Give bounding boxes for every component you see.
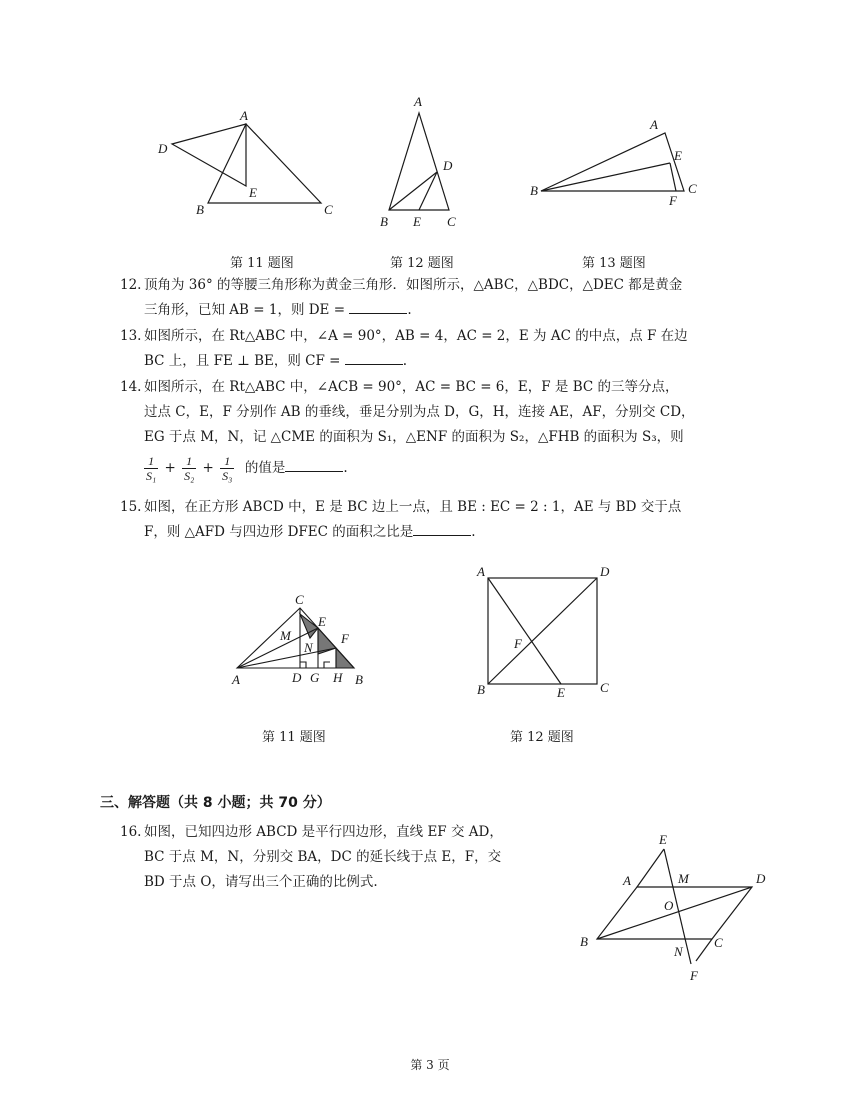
question-text: EG 于点 M，N，记 △CME 的面积为 S₁，△ENF 的面积为 S₂，△FHB 的面积为 S₃，则	[144, 429, 684, 445]
answer-blank[interactable]	[413, 521, 471, 536]
figA-label-H: H	[333, 670, 343, 685]
fig13-label-C: C	[688, 181, 697, 196]
fraction-1-over-s1: $\frac{1}{\text{S₁}}$	[146, 454, 157, 483]
fig16-label-B: B	[580, 934, 588, 949]
period: .	[402, 353, 408, 369]
question-number: 14.	[120, 379, 142, 395]
plus-sign: +	[202, 460, 214, 476]
fig16-label-A: A	[623, 873, 631, 888]
figA-label-G: G	[310, 670, 320, 685]
question-text: 如图所示，在 Rt△ABC 中，∠ACB = 90°，AC = BC = 6，E，F 是 BC 的三等分点，	[144, 379, 679, 395]
figure-11-top	[150, 100, 340, 225]
fraction-1-over-s2: $\frac{1}{\text{S₂}}$	[184, 454, 195, 483]
period: .	[343, 460, 348, 476]
question-text: F，则 △AFD 与四边形 DFEC 的面积之比是	[144, 524, 414, 540]
answer-blank[interactable]	[345, 350, 403, 365]
fraction-1-over-s3: $\frac{1}{\text{S₃}}$	[222, 454, 233, 483]
question-text: 过点 C，E，F 分别作 AB 的垂线，垂足分别为点 D，G，H，连接 AE，AF，分别交 CD，	[144, 404, 695, 420]
question-14	[120, 375, 760, 486]
figB-label-F: F	[514, 636, 522, 651]
figure-13-top	[525, 110, 705, 210]
fig16-label-O: O	[664, 898, 674, 913]
question-number: 15.	[120, 499, 142, 515]
figB-label-D: D	[600, 564, 610, 579]
fig12-label-D: D	[443, 158, 453, 173]
question-text: 如图，已知四边形 ABCD 是平行四边形，直线 EF 交 AD，	[144, 824, 503, 840]
fig13-label-B: B	[530, 183, 538, 198]
caption-fig12-top: 第 12 题图	[390, 256, 454, 271]
answer-blank[interactable]	[349, 299, 407, 314]
fig16-label-D: D	[756, 871, 766, 886]
fig12-label-E: E	[413, 214, 421, 229]
fig12-label-B: B	[380, 214, 388, 229]
figA-label-B: B	[355, 672, 363, 687]
fig11-label-B: B	[196, 202, 204, 217]
question-text: 顶角为 36° 的等腰三角形称为黄金三角形．如图所示，△ABC，△BDC，△DEC 都是黄金	[144, 277, 683, 293]
caption-fig11-mid: 第 11 题图	[262, 730, 326, 745]
figB-label-A: A	[477, 564, 485, 579]
figure-12-top	[370, 90, 470, 230]
question-13	[120, 324, 760, 374]
figA-label-D: D	[292, 670, 302, 685]
fig11-label-D: D	[158, 141, 168, 156]
fig16-label-E: E	[659, 832, 667, 847]
fig12-label-A: A	[414, 94, 422, 109]
question-16	[120, 820, 560, 895]
fig11-label-C: C	[324, 202, 333, 217]
fig13-label-E: E	[674, 148, 682, 163]
question-15	[120, 495, 760, 545]
question-number: 13.	[120, 328, 142, 344]
question-number: 12.	[120, 277, 142, 293]
fig16-label-N: N	[674, 944, 683, 959]
figA-label-F: F	[341, 631, 349, 646]
fig13-label-F: F	[669, 193, 677, 208]
figA-label-M: M	[280, 628, 291, 643]
fig16-label-M: M	[678, 871, 689, 886]
period: .	[471, 524, 476, 540]
fig11-label-A: A	[240, 108, 248, 123]
caption-fig11-top: 第 11 题图	[230, 256, 294, 271]
question-text: BC 上，且 FE ⊥ BE，则 CF =	[144, 353, 341, 369]
question-text: 如图所示，在 Rt△ABC 中，∠A = 90°，AB = 4，AC = 2，E 为 AC 的中点，点 F 在边	[144, 328, 688, 344]
fig11-label-E: E	[249, 185, 257, 200]
page-footer: 第 3 页	[410, 1058, 450, 1072]
figure-11-mid	[228, 588, 373, 688]
fig16-label-F: F	[690, 968, 698, 983]
figure-16-parallelogram	[570, 825, 770, 990]
figA-label-E: E	[318, 614, 326, 629]
fig12-label-C: C	[447, 214, 456, 229]
question-text: 三角形，已知 AB = 1，则 DE =	[144, 302, 346, 318]
question-text: 的值是	[244, 460, 286, 476]
answer-blank[interactable]	[285, 457, 343, 472]
question-number: 16.	[120, 824, 142, 840]
figB-label-E: E	[557, 685, 565, 700]
section-heading: 三、解答题（共 8 小题；共 70 分）	[100, 795, 331, 811]
figA-label-N: N	[304, 640, 313, 655]
caption-fig13-top: 第 13 题图	[582, 256, 646, 271]
caption-fig12-mid: 第 12 题图	[510, 730, 574, 745]
fig13-label-A: A	[650, 117, 658, 132]
figB-label-B: B	[477, 682, 485, 697]
period: .	[407, 302, 412, 318]
question-text: 如图，在正方形 ABCD 中，E 是 BC 边上一点，且 BE : EC = 2 : 1，AE 与 BD 交于点	[144, 499, 682, 515]
figA-label-A: A	[232, 672, 240, 687]
fig16-label-C: C	[714, 935, 723, 950]
figB-label-C: C	[600, 680, 609, 695]
figA-label-C: C	[295, 592, 304, 607]
question-text: BD 于点 O，请写出三个正确的比例式.	[144, 874, 378, 890]
question-text: BC 于点 M，N，分别交 BA，DC 的延长线于点 E，F，交	[144, 849, 502, 865]
question-12	[120, 273, 760, 323]
plus-sign: +	[164, 460, 176, 476]
figure-12-mid	[470, 558, 620, 706]
